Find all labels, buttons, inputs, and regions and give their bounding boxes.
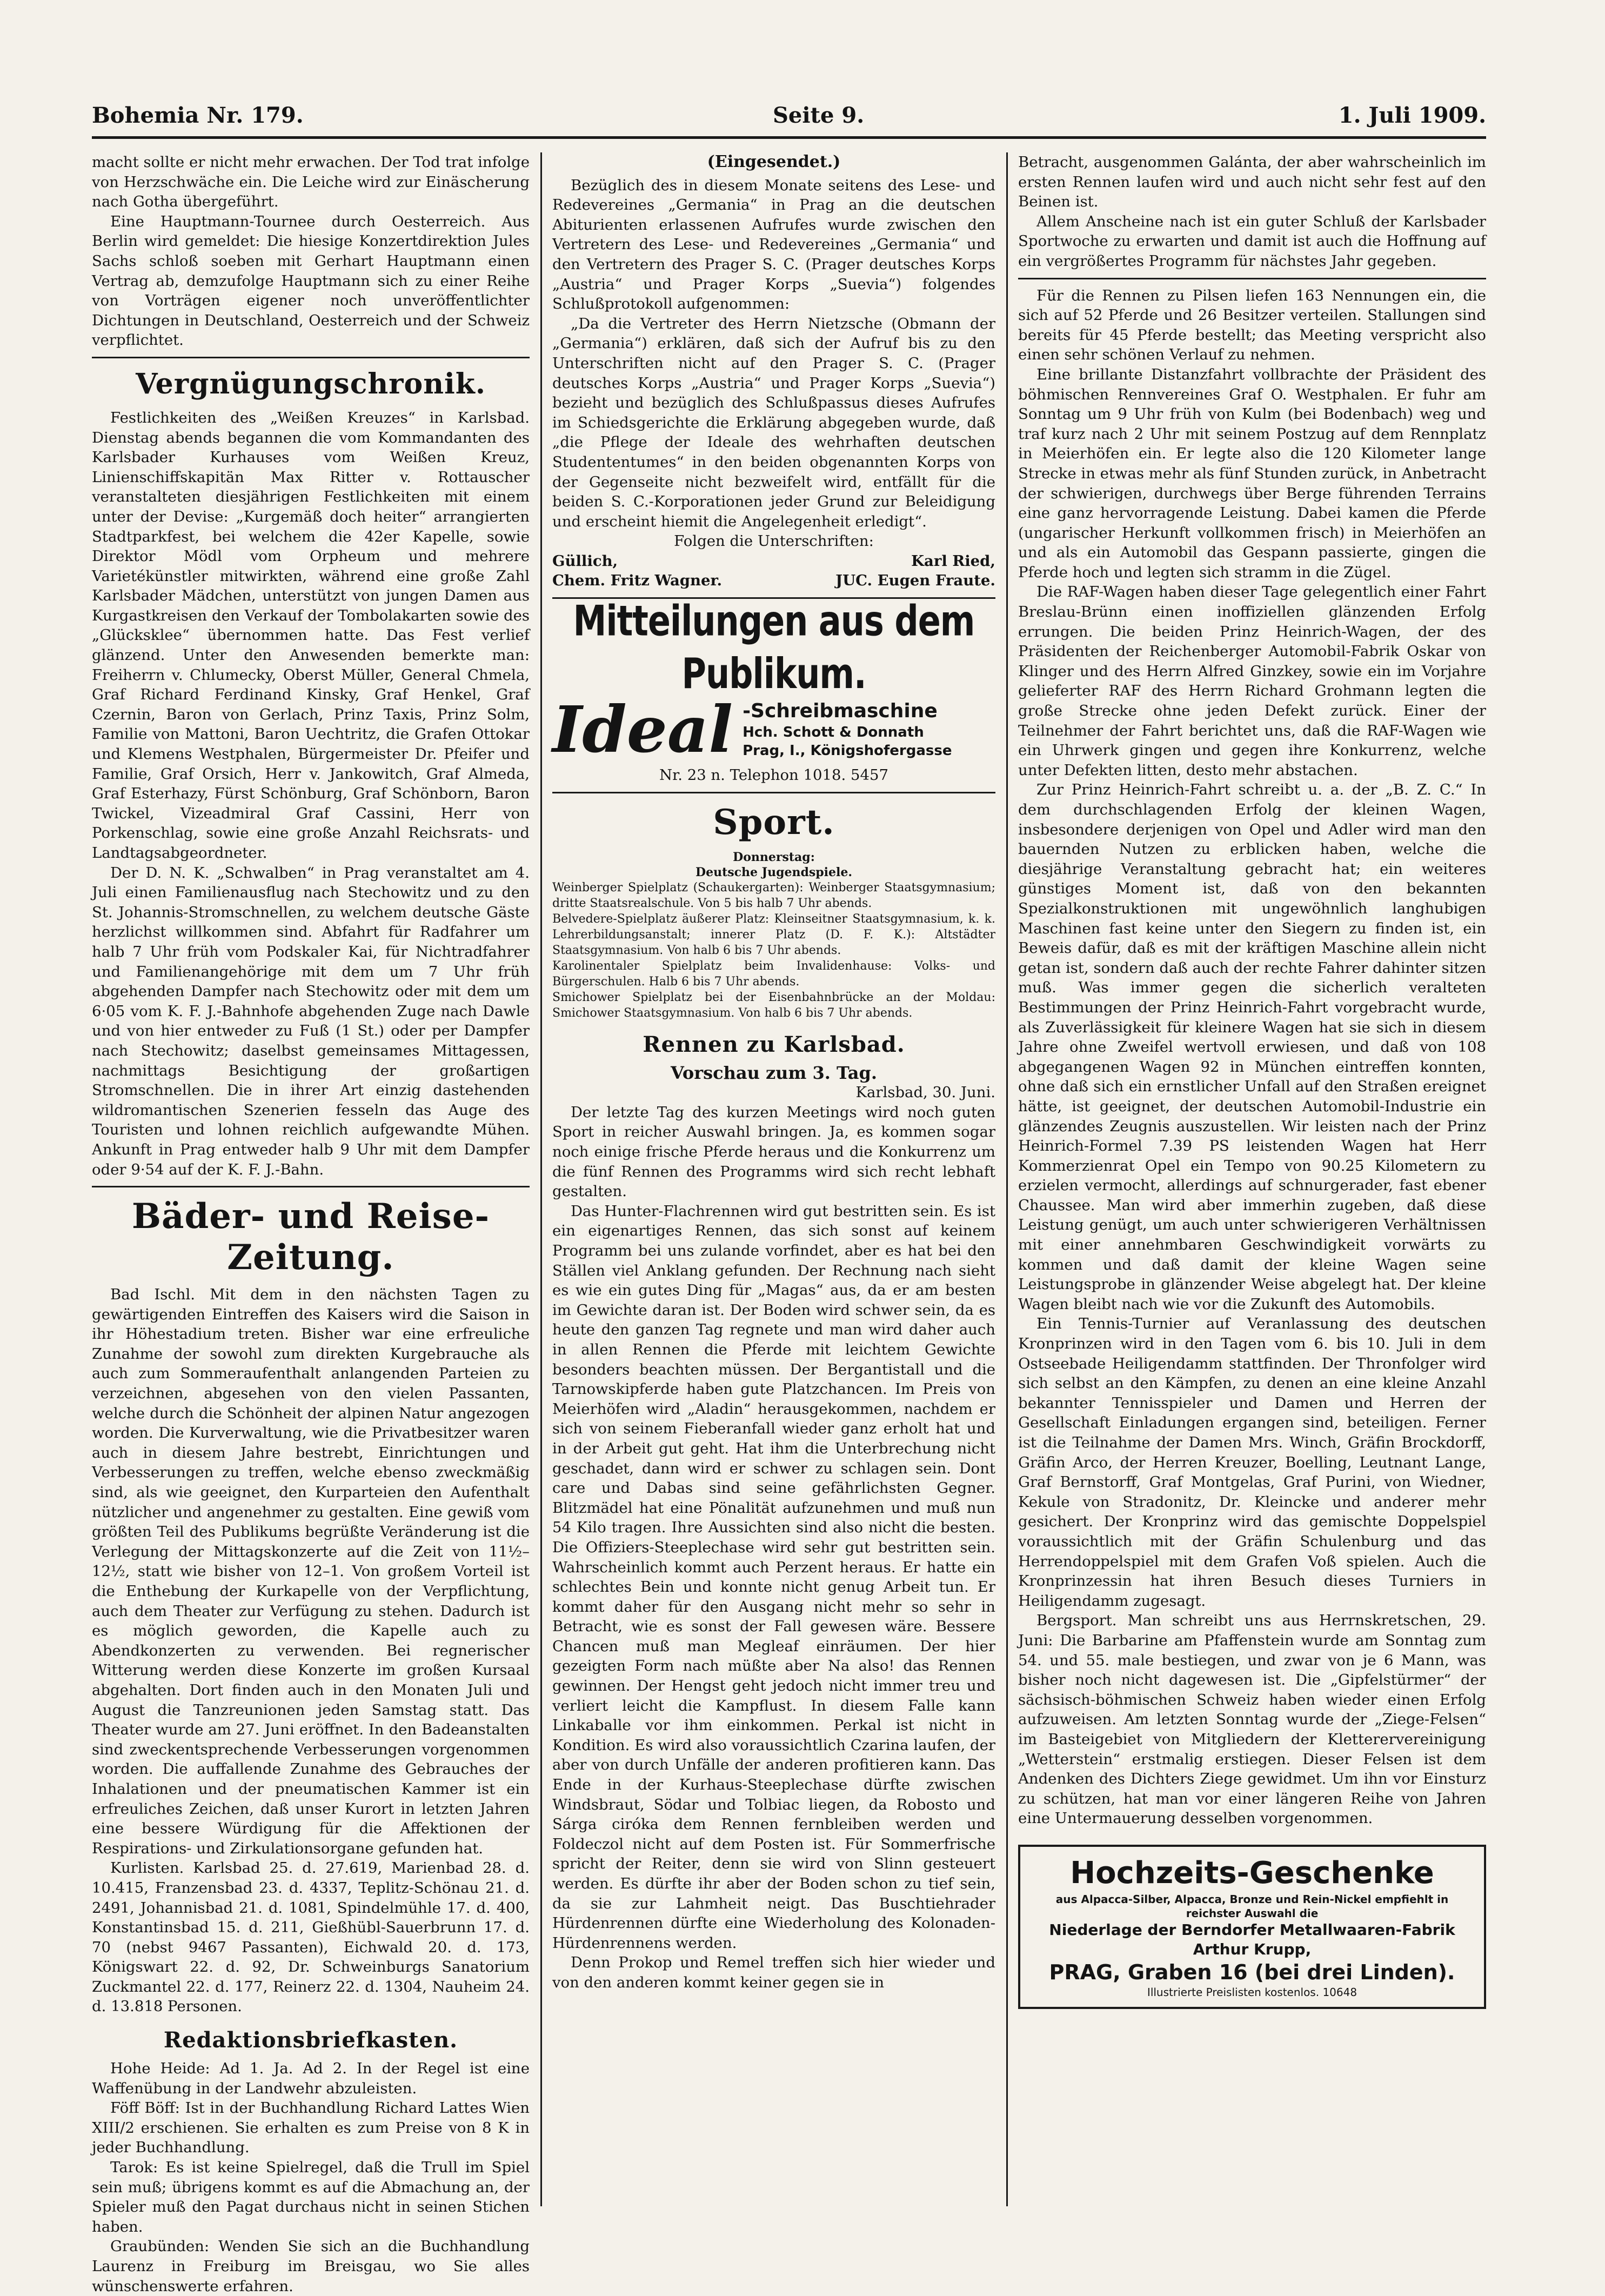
ad-ideal-info xyxy=(743,699,952,760)
letter-answer: Hohe Heide: Ad 1. Ja. Ad 2. In der Regel ist eine Waffenübung in der Landwehr abzuleisten. xyxy=(92,2060,530,2097)
header-date: 1. Juli 1909. xyxy=(1338,103,1486,128)
sport-subheading: Deutsche Jugendspiele. xyxy=(696,865,852,879)
divider xyxy=(92,1186,530,1187)
divider xyxy=(1018,278,1486,279)
article-pilsen: Für die Rennen zu Pilsen liefen 163 Nennungen ein, die sich auf 52 Pferde und 26 Besitzer verteilen. Stallungen sind bereits für 45 Pferde bestellt; das Meeting verspricht also einen sehr schönen Verlauf zu nehmen. xyxy=(1018,286,1486,364)
article-text: Betracht, ausgenommen Galánta, der aber wahrscheinlich im ersten Rennen laufen wird und auch nicht sehr fest auf den Beinen ist. xyxy=(1018,153,1486,211)
ad-ideal xyxy=(552,692,995,767)
article-weisses-kreuz: Festlichkeiten des „Weißen Kreuzes“ in Karlsbad. Dienstag abends begannen die vom Kommandanten des Karlsbader Kurhauses vom Weißen Kreuz, Linienschiffskapitän Max Ritter v. Rottauscher veranstalteten diesjährigen Festlichkeiten mit einem unter der Devise: „Kurgemäß doch heiter“ arrangierten Stadtparkfest, bei welchem die 42er Kapelle, sowie Direktor Mödl vom Orpheum und mehrere Varietékünstler mitwirkten, während eine große Zahl Karlsbader Mädchen, unterstützt von jungen Damen aus Kurgastkreisen den Verkauf der Tombolakarten sowie des „Glücksklee“ übernommen hatte. Das Fest verlief glänzend. Unter den Anwesenden bemerkte man: Freiherrn v. Chlumecky, Oberst Müller, General Chmela, Graf Richard Ferdinand Kinsky, Graf Henkel, Graf Czernin, Baron von Gerlach, Prinz Taxis, Prinz Solm, Familie von Mattoni, Baron Uechtritz, die Grafen Ottokar und Klemens Westphalen, Bürgermeister Dr. Pfeifer und Familie, Graf Orsich, Herr v. Jankowitch, Graf Almeda, Graf Esterhazy, Fürst Schönburg, Graf Schönborn, Baron Twickel, Vizeadmiral Graf Cassini, Herr von Porkenschlag, sowie eine große Anzahl Reichsrats- und Landtagsabgeordneter. xyxy=(92,409,530,862)
column-divider-1 xyxy=(540,152,542,2206)
signature: Güllich, xyxy=(552,552,618,570)
page-header xyxy=(92,103,1486,141)
signature: Chem. Fritz Wagner. xyxy=(552,572,723,590)
divider xyxy=(92,357,530,358)
eingesendet-text: Bezüglich des in diesem Monate seitens des Lese- und Redevereines „Germania“ in Prag an die deutschen Abiturienten erlassenen Aufrufes wurde zwischen den Vertretern des Lese- und Redevereines „Germania“ und den Vertretern des Prager S. C. (Prager deutsches Korps „Austria“ und Prager Korps „Suevia“) folgendes Schlußprotokoll aufgenommen: xyxy=(552,176,995,313)
divider xyxy=(552,792,995,793)
header-page-number: Seite 9. xyxy=(773,103,865,128)
section-heading-vergnuegungschronik: Vergnügungschronik. xyxy=(136,367,486,401)
article-bergsport: Bergsport. Man schreibt uns aus Herrnskretschen, 29. Juni: Die Barbarine am Pfaffenstein wurde am Sonntag zum 54. und 55. male bestiegen, und zwar von je 6 Mann, was bisher noch nicht dagewesen ist. Die „Gipfelstürmer“ der sächsisch-böhmischen Schweiz haben wieder einen Erfolg aufzuweisen. Am letzten Sonntag wurde der „Ziege-Felsen“ im Basteigebiet von Mitgliedern der Kletterervereinigung „Wetterstein“ erstmalig erstiegen. Dieser Felsen ist dem Andenken des Dichters Ziege gewidmet. Um ihn vor Einsturz zu schützen, hat man vor einer längeren Reihe von Jahren eine Untermauerung desselben vorgenommen. xyxy=(1018,1612,1486,1827)
signature: Karl Ried, xyxy=(911,552,995,570)
column-3 xyxy=(1018,152,1486,2206)
ad-ideal-logo: Ideal xyxy=(552,692,733,767)
ad-ideal-phone: Nr. 23 n. Telephon 1018. 5457 xyxy=(659,766,888,784)
article-bad-ischl: Bad Ischl. Mit dem in den nächsten Tagen zu gewärtigenden Eintreffen des Kaisers wird die Saison in ihr Höhestadium treten. Bisher war eine erfreuliche Zunahme der sowohl zum direkten Kurgebrauche als auch zum Sommeraufenthalt anlangenden Parteien zu verzeichnen, abgesehen von den vielen Passanten, welche durch die Schönheit der alpinen Natur angezogen worden. Die Kurverwaltung, wie die Privatbesitzer waren auch in diesem Jahre bestrebt, Einrichtungen und Verbesserungen zu treffen, welche ebenso zweckmäßig sind, als wie geeignet, den Kurparteien den Aufenthalt nützlicher und angenehmer zu gestalten. Eine gewiß vom größten Teil des Publikums begrüßte Veränderung ist die Verlegung der Mittagskonzerte auf die Zeit von 11½–12½, statt wie bisher von 12–1. Von großem Vorteil ist die Enthebung der Kurkapelle von der Verpflichtung, auch dem Theater zur Verfügung zu stehen. Dadurch ist es möglich geworden, die Kapelle auch zu Abendkonzerten zu verwenden. Bei regnerischer Witterung werden diese Konzerte im großen Kursaal abgehalten. Dort finden auch in den Monaten Juli und August die Tanzreunionen jeden Samstag statt. Das Theater wurde am 27. Juni eröffnet. In den Badeanstalten sind zweckentsprechende Verbesserungen vorgenommen worden. Die auffallende Zunahme des Gebrauches der Inhalationen und der pneumatischen Kammer ist ein erfreuliches Zeichen, daß unser Kurort in letzten Jahren eine bessere Würdigung für die Affektionen der Respirations- und Zirkulationsorgane gefunden hat. xyxy=(92,1286,530,1857)
article-text: macht sollte er nicht mehr erwachen. Der Tod trat infolge von Herzschwäche ein. Die Leiche wird zur Einäscherung nach Gotha übergeführt. xyxy=(92,153,530,211)
ad-ideal-line: Prag, I., Königshofergasse xyxy=(743,743,952,759)
eingesendet-signatures-intro: Folgen die Unterschriften: xyxy=(674,532,874,550)
article-raf-wagen: Die RAF-Wagen haben dieser Tage gelegentlich einer Fahrt Breslau-Brünn einen inoffiziellen glänzenden Erfolg errungen. Die beiden Prinz Heinrich-Wagen, der des Präsidenten der Reichenberger Automobil-Fabrik Oskar von Klinger und des Herrn Alfred Ginzkey, sowie ein im Vorjahre gelieferter RAF des Herrn Richard Grohmann legten die große Strecke ohne jeden Defekt zurück. Einer der Teilnehmer der Fahrt berichtet uns, daß die RAF-Wagen wie ein Uhrwerk gingen und gegen ihre Konkurrenz, welche unter Defekten litten, desto mehr abstachen. xyxy=(1018,583,1486,779)
section-heading-sport: Sport. xyxy=(713,802,835,843)
ad-hochzeits-geschenke xyxy=(1018,1845,1486,2009)
sport-item: Belvedere-Spielplatz äußerer Platz: Kleinseitner Staatsgymnasium, k. k. Lehrerbildungsanstalt; innerer Platz (D. F. K.): Altstädter Staatsgymnasium. Von halb 6 bis 7 Uhr abends. xyxy=(552,912,995,957)
article-tennis: Ein Tennis-Turnier auf Veranlassung des deutschen Kronprinzen wird in den Tagen vom 6. bis 10. Juli in dem Ostseebade Heiligendamm stattfinden. Der Thronfolger wird sich selbst an den Kämpfen, zu denen an eine kleine Anzahl bekannter Tennisspieler und Damen und Herren der Gesellschaft Einladungen ergangen sind, beteiligen. Ferner ist die Teilnahme der Damen Mrs. Winch, Gräfin Brockdorff, Gräfin Arco, der Herren Kreuzer, Boelling, Leutnant Lange, Graf Bernstorff, Graf Montgelas, Graf Purini, von Wiedner, Kekule von Stradonitz, Dr. Kleincke und anderer mehr gesichert. Der Kronprinz wird das gemischte Doppelspiel voraussichtlich mit der Gräfin Schulenburg und das Herrendoppelspiel mit dem Grafen Voß spielen. Auch die Kronprinzessin hat ihren Besuch dieses Turniers in Heiligendamm zugesagt. xyxy=(1018,1315,1486,1610)
ad-ideal-line: -Schreibmaschine xyxy=(743,700,938,723)
column-2 xyxy=(552,152,995,2206)
article-distanzfahrt: Eine brillante Distanzfahrt vollbrachte der Präsident des böhmischen Rennvereines Graf O. Westphalen. Er fuhr am Sonntag um 9 Uhr früh von Kulm (bei Bodenbach) weg und traf kurz nach 2 Uhr mit seinem Postzug auf dem Rennplatz in Meierhöfen ein. Er legte also die 120 Kilometer lange Strecke in etwas mehr als fünf Stunden zurück, in Anbetracht der schwierigen, durchwegs über Berge führenden Terrains eine ganz hervorragende Leistung. Dabei kamen die Pferde (ungarischer Herkunft vollkommen frisch) in Meierhöfen an und als ein Automobil das Gespann passierte, gingen die Pferde hoch und legten sich stramm in die Zügel. xyxy=(1018,365,1486,581)
signature-row xyxy=(552,551,995,571)
ad-line: Niederlage der Berndorfer Metallwaaren-Fabrik Arthur Krupp, xyxy=(1049,1920,1455,1958)
article-rennen: Der letzte Tag des kurzen Meetings wird noch guten Sport in reicher Auswahl bringen. Ja, es kommen sogar noch einige frische Pferde heraus und die Konkurrenz um die fünf Rennen des Programms wird sich recht lebhaft gestalten. xyxy=(552,1103,995,1200)
article-prinz-heinrich: Zur Prinz Heinrich-Fahrt schreibt u. a. der „B. Z. C.“ In dem durchschlagenden Erfolg der kleinen Wagen, insbesondere derjenigen von Opel und Adler wird man den bauernden Nutzen zu erblicken haben, welche die diesjährige Veranstaltung gebracht hat; ein weiteres günstiges Moment ist, daß von den bekannten Spezialkonstruktionen mit ungewöhnlich langhubigen Maschinen fast keine unter den Siegern zu finden ist, ein Beweis dafür, daß es mit der kräftigen Maschine allein nicht getan ist, sondern daß auch der rechte Fahrer dahinter sitzen muß. Was immer gegen die sicherlich veralteten Bestimmungen der Prinz Heinrich-Fahrt vorgebracht wurde, als Zuverlässigkeit für kleinere Wagen hat sie sich in diesem Jahre ohne Zweifel wertvoll erwiesen, und daß von 108 abgegangenen Wagen 92 in München eintreffen konnten, ohne daß sich ein ernstlicher Unfall auf den Straßen ereignet hätte, ist geeignet, der deutschen Automobil-Industrie ein glänzendes Zeugnis auszustellen. Wir leisten nach der Prinz Heinrich-Formel 7.39 PS leistenden Wagen hat Herr Kommerzienrat Opel ein Tempo von 90.25 Kilometern zu erzielen vermocht, allerdings auf schnurgerader, fast ebener Chaussee. Man wird aber immerhin zugeben, daß diese Leistung genügt, um auch unter schwierigeren Verhältnissen mit einer annehmbaren Geschwindigkeit vorwärts zu kommen und daß damit der kleine Wagen seine Leistungsprobe in glänzender Weise abgelegt hat. Der kleine Wagen bleibt nach wie vor die Zukunft des Automobils. xyxy=(1018,781,1486,1313)
header-rule xyxy=(92,136,1486,139)
article-kurlisten: Kurlisten. Karlsbad 25. d. 27.619, Marienbad 28. d. 10.415, Franzensbad 23. d. 4337, Teplitz-Schönau 21. d. 2491, Johannisbad 21. d. 1081, Spindelmühle 17. d. 400, Konstantinsbad 15. d. 211, Gießhübl-Sauerbrunn 17. d. 70 (nebst 9467 Passanten), Eichwald 20. d. 173, Königswart 22. d. 92, Dr. Schweinburgs Sanatorium Zuckmantel 22. d. 177, Reinerz 22. d. 1304, Nauheim 24. d. 13.818 Personen. xyxy=(92,1859,530,2015)
dateline: Karlsbad, 30. Juni. xyxy=(855,1084,995,1102)
article-schwalben: Der D. N. K. „Schwalben“ in Prag veranstaltet am 4. Juli einen Familienausflug nach Stechowitz und zu den St. Johannis-Stromschnellen, zu welchem deutsche Gäste herzlichst willkommen sind. Abfahrt für Radfahrer um halb 7 Uhr früh vom Podskaler Kai, für Nichtradfahrer und Familienangehörige mit dem um 7 Uhr früh abgehenden Dampfer nach Stechowitz oder mit dem um 6·05 vom K. F. J.-Bahnhofe abgehenden Zuge nach Dawle und von hier entweder zu Fuß (1 St.) oder per Dampfer nach Stechowitz; daselbst gemeinsames Mittagessen, nachmittags Besichtigung der großartigen Stromschnellen. Die in ihrer Art einzig dastehenden wildromantischen Szenerien fesseln das Auge des Touristen und lohnen reichlich aufgewandte Mühen. Ankunft in Prag entweder halb 9 Uhr mit dem Dampfer oder 9·54 auf der K. F. J.-Bahn. xyxy=(92,864,530,1178)
section-heading-baeder-zeitung: Bäder- und Reise-Zeitung. xyxy=(131,1196,490,1278)
sport-day: Donnerstag: xyxy=(733,850,815,864)
ad-address: PRAG, Graben 16 (bei drei Linden). xyxy=(1049,1960,1455,1984)
subheading-vorschau: Vorschau zum 3. Tag. xyxy=(671,1062,877,1083)
header-issue: Bohemia Nr. 179. xyxy=(92,103,304,128)
article-rennen: Denn Prokop und Remel treffen sich hier wieder und von den anderen kommt keiner gegen sie in xyxy=(552,1954,995,1991)
ad-ideal-line: Hch. Schott & Donnath xyxy=(743,724,924,741)
ad-line: aus Alpacca-Silber, Alpacca, Bronze und Rein-Nickel empfiehlt in reichster Auswahl die xyxy=(1055,1892,1449,1920)
column-divider-2 xyxy=(1006,152,1008,2206)
ad-line: Illustrierte Preislisten kostenlos. 10648 xyxy=(1147,1985,1357,1999)
letter-answer: Föff Böff: Ist in der Buchhandlung Richard Lattes Wien XIII/2 erschienen. Sie erhalten es zum Preise von 8 K in jeder Buchhandlung. xyxy=(92,2099,530,2157)
section-heading-briefkasten: Redaktionsbriefkasten. xyxy=(163,2027,458,2053)
sport-item: Smichower Spielplatz bei der Eisenbahnbrücke an der Moldau: Smichower Staatsgymnasium. Von halb 6 bis 7 Uhr abends. xyxy=(552,990,995,1020)
eingesendet-protocol: „Da die Vertreter des Herrn Nietzsche (Obmann der „Germania“) erklären, daß sich der Aufruf bis zu den Unterschriften nicht auf den Prager S. C. (Prager deutsches Korps „Austria“ und Prager Korps „Suevia“) bezieht und bezüglich des Schlußpassus dieses Aufrufes im Schiedsgerichte die Erklärung abgegeben wurde, daß „die Pflege der Ideale des wehrhaften deutschen Studententumes“ in den beiden obgenannten Korps von der Gegenseite nicht bezweifelt wird, entfällt für die beiden S. C.-Korporationen jeder Grund zur Beleidigung und erscheint hiemit die Angelegenheit erledigt“. xyxy=(552,315,995,530)
article-text: Allem Anscheine nach ist ein guter Schluß der Karlsbader Sportwoche zu erwarten und damit ist auch die Hoffnung auf ein vergrößertes Programm für nächstes Jahr gegeben. xyxy=(1018,212,1486,270)
letter-answer: Graubünden: Wenden Sie sich an die Buchhandlung Laurenz in Freiburg im Breisgau, wo Sie alles wünschenswerte erfahren. xyxy=(92,2238,530,2295)
letter-answer: Tarok: Es ist keine Spielregel, daß die Trull im Spiel sein muß; übrigens kommt es auf die Abmachung an, der Spieler muß den Pagat durchaus nicht in seinen Stichen haben. xyxy=(92,2159,530,2235)
signature: JUC. Eugen Fraute. xyxy=(835,572,995,590)
sport-item: Karolinentaler Spielplatz beim Invalidenhause: Volks- und Bürgerschulen. Halb 6 bis 7 Uhr abends. xyxy=(552,959,995,989)
column-1 xyxy=(92,152,530,2295)
banner-mitteilungen: Mitteilungen aus dem Publikum. xyxy=(573,596,975,698)
sport-item: Weinberger Spielplatz (Schaukergarten): Weinberger Staatsgymnasium; dritte Staatsrealschule. Von 5 bis halb 7 Uhr abends. xyxy=(552,880,995,910)
article-hauptmann: Eine Hauptmann-Tournee durch Oesterreich. Aus Berlin wird gemeldet: Die hiesige Konzertdirektion Jules Sachs schloß soeben mit Gerhart Hauptmann einen Vertrag ab, demzufolge Hauptmann sich zu einer Reihe von Vorträgen eigener noch unveröffentlichter Dichtungen in Deutschland, Oesterreich und der Schweiz verpflichtet. xyxy=(92,212,530,349)
eingesendet-heading: (Eingesendet.) xyxy=(707,152,841,171)
signature-row xyxy=(552,571,995,591)
article-rennen: Das Hunter-Flachrennen wird gut bestritten sein. Es ist ein eigenartiges Rennen, das sich sonst auf keinem Programm bei uns zulande vorfindet, aber es hat bei den Ställen viel Anklang gefunden. Der Rechnung nach sieht es wie ein gutes Ding für „Magas“ aus, da er am besten im Gewichte daran ist. Der Boden wird schwer sein, da es heute den ganzen Tag regnete und man wird daher auch in allen Rennen die Pferde mit leichtem Gewichte besonders beachten müssen. Der Bergantistall und die Tarnowskipferde haben gute Platzchancen. Im Preis von Meierhöfen wird „Aladin“ herausgekommen, nachdem er sich von seinem Fieberanfall wieder ganz erholt hat und in der Arbeit gut geht. Hat ihm die Unterbrechung nicht geschadet, dann wird er schwer zu schlagen sein. Dont care und Dabas sind seine gefährlichsten Gegner. Blitzmädel hat eine Pönalität aufzunehmen und muß nun 54 Kilo tragen. Ihre Aussichten sind also nicht die besten. Die Offiziers-Steeplechase wird sehr gut bestritten sein. Wahrscheinlich kommt auch Perzent heraus. Er hatte ein schlechtes Bein und konnte nicht genug Arbeit tun. Er kommt daher für den Ausgang nicht mehr so sehr in Betracht, wie es sonst der Fall gewesen wäre. Bessere Chancen muß man Megleaf einräumen. Der hier gezeigten Form nach müßte aber Na also! das Rennen gewinnen. Der Hengst geht jedoch nicht immer treu und verliert leicht die Kampflust. In diesem Falle kann Linkaballe vor ihm einkommen. Perkal ist nicht in Kondition. Es wird also voraussichtlich Czarina laufen, der aber von durch Unfälle der anderen profitieren kann. Das Ende in der Kurhaus-Steeplechase dürfte zwischen Windsbraut, Södar und Tolbiac liegen, da Robosto und Sárga ciróka dem Rennen fernbleiben werden und Foldeczol nicht auf dem Posten ist. Für Sommerfrische spricht der Reiter, denn sie wird von Slinn gesteuert werden. Es dürfte ihr aber der Boden schon zu tief sein, da sie zur Lahmheit neigt. Das Buschtiehrader Hürdenrennen dürfte eine Wiederholung des Kolonaden-Hürdenrennens werden. xyxy=(552,1202,995,1952)
ad-title: Hochzeits-Geschenke xyxy=(1070,1855,1434,1891)
section-heading-rennen: Rennen zu Karlsbad. xyxy=(643,1031,905,1057)
